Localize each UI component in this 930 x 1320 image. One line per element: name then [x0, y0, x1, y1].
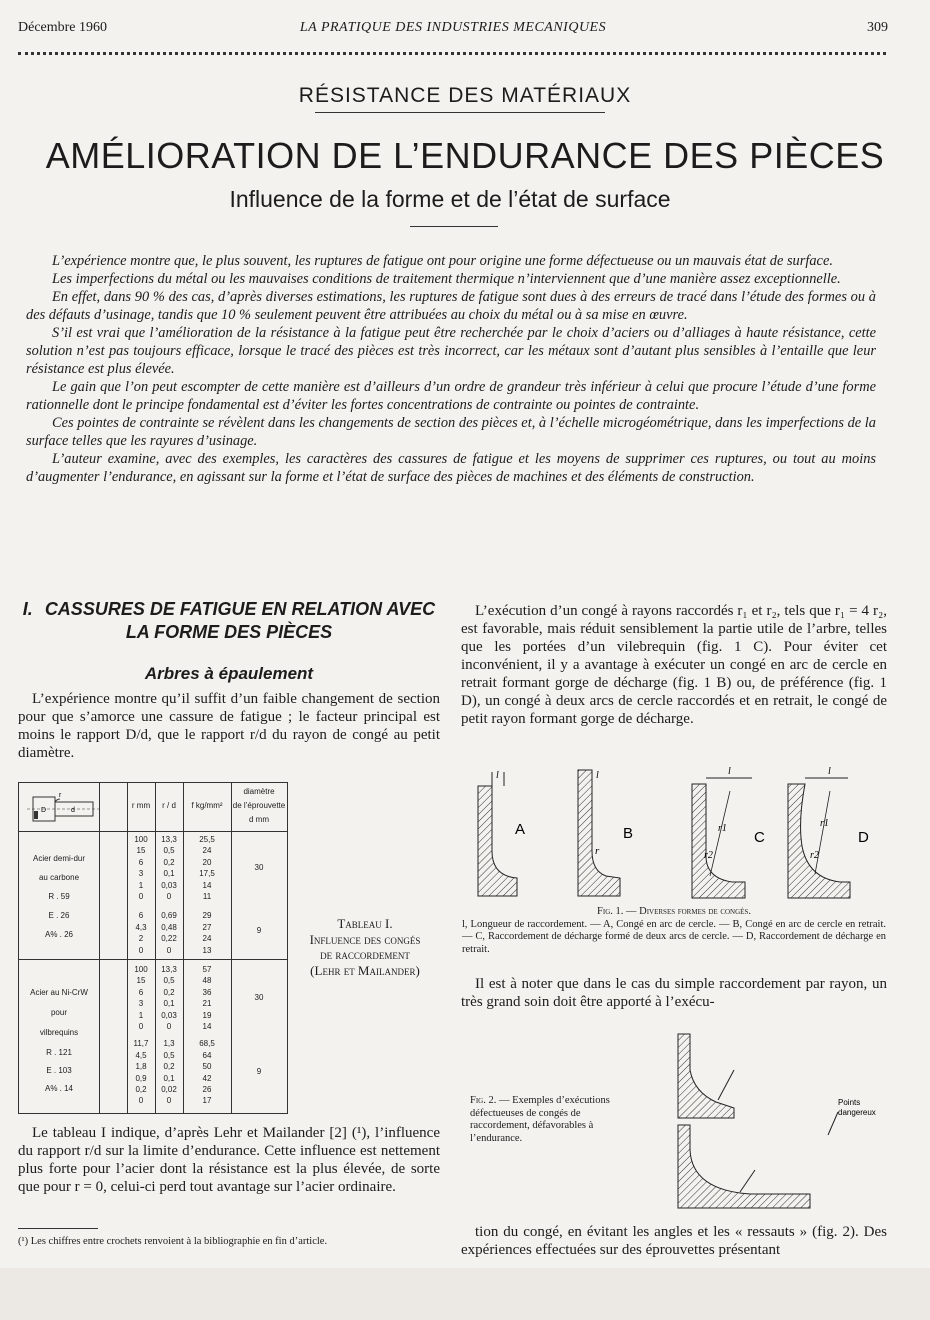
table-cell: 36 [202, 987, 212, 997]
diagram-label-D: D [41, 807, 47, 814]
table-cell: 26 [202, 1085, 212, 1094]
table-cell: 0,5 [163, 976, 175, 986]
table-vline [99, 783, 100, 1113]
table-cell: 13,3 [161, 835, 177, 844]
table-cell: 48 [202, 976, 212, 986]
table-cell: 1,8 [135, 1062, 147, 1072]
table-cell: 50 [202, 1062, 212, 1072]
abstract [26, 252, 876, 486]
paragraph: L’exécution d’un congé à rayons raccordés r₁ et r₂, tels que r₁ = 4 r₂, est favorable, mais réduit sensiblement la partie utile de l’arbre, telles que les portées d’un vilebrequin (fig. 1 C). Pour éviter cet inconvénient, il y a avantage à exécuter un congé en arc de cercle en retrait formant gorge de décharge (fig. 1 B) ou, de préférence (fig. 1 D), un congé à deux arcs de cercle raccordés et en retrait, le congé de petit rayon formant gorge de décharge. [461, 603, 887, 727]
table-cell: 0,48 [161, 922, 177, 932]
table-cell: 0,69 [161, 911, 177, 921]
figure-1 [470, 766, 886, 906]
figure-1-caption [462, 906, 886, 956]
table-cell: 24 [202, 846, 212, 856]
table-cell: 0 [138, 945, 144, 955]
table-cell: 0,03 [161, 1010, 177, 1020]
figure-2-caption [470, 1095, 634, 1145]
article-subtitle: Influence de la forme et de l’état de surface [229, 186, 671, 212]
fillet-b [578, 770, 633, 896]
rubric: RÉSISTANCE DES MATÉRIAUX [298, 84, 632, 107]
table-cell: 13 [202, 945, 212, 955]
table-caption-line: (Lehr et Mailander) [310, 962, 420, 978]
table-cell: 11 [202, 892, 212, 901]
figure-2 [660, 1030, 880, 1210]
table-cell: 0 [138, 1022, 144, 1031]
table-cell: 27 [202, 922, 212, 932]
fig1-label-C: C [754, 829, 765, 846]
group-2-label: pour [50, 1008, 67, 1017]
group-1-diameter: 30 [254, 863, 264, 872]
header-date: Décembre 1960 [18, 20, 108, 35]
fig1-label-B: B [623, 825, 634, 842]
right-paragraph-3 [461, 1223, 887, 1259]
group-2-label: A% . 14 [44, 1084, 73, 1093]
table-cell: 4,5 [135, 1050, 147, 1060]
table-cell: 0 [166, 945, 172, 955]
table-vline [231, 783, 232, 1113]
group-2-label: Acier au Ni-CrW [30, 988, 88, 997]
table-caption-line: de raccordement [320, 947, 410, 962]
defective-fillet-upper [678, 1034, 734, 1118]
table-cell: 0,2 [163, 987, 175, 997]
table-cell: 0 [138, 1096, 144, 1106]
table-cell: 0 [138, 892, 144, 901]
fig2-label-line2: dangereux [838, 1108, 876, 1117]
table-cell: 20 [202, 857, 212, 867]
table-cell: 0,03 [161, 880, 177, 890]
abstract-paragraph: En effet, dans 90 % des cas, d’après diverses estimations, les ruptures de fatigue sont dues à des erreurs de tracé dans l’étude des formes ou à des défauts d’usinage, tandis que 10 % seulement peuvent être attribuées au choix du métal ou à sa mise en œuvre. [26, 289, 876, 323]
table-cell: 42 [202, 1073, 212, 1083]
table-cell: 0,22 [161, 934, 177, 944]
fig1-label-l: l [828, 766, 831, 777]
footnote: (¹) Les chiffres entre crochets renvoient à la bibliographie en fin d’article. [18, 1236, 328, 1247]
right-paragraph-1 [461, 602, 887, 728]
table-cell: 21 [202, 999, 212, 1009]
fig1-label-r2: r2 [810, 850, 819, 861]
section-number: I. [22, 599, 33, 619]
table-caption-line: Influence des congés [309, 931, 421, 947]
footnote-rule [18, 1228, 98, 1229]
group-2-label: E . 103 [46, 1066, 72, 1075]
table-cell: 17,5 [199, 869, 215, 879]
table-cell: 1 [138, 880, 144, 890]
fig1-label-r: r [595, 845, 600, 857]
abstract-paragraph: L’expérience montre que, le plus souvent, les ruptures de fatigue ont pour origine une forme défectueuse ou un mauvais état de surface. [52, 253, 833, 269]
fig1-label-r1: r1 [718, 823, 727, 834]
abstract-paragraph: Le gain que l’on peut escompter de cette manière est d’ailleurs d’un ordre de grandeur très inférieur à celui que procure l’étude d’une forme rationnelle dont le principe fondamental est d’éviter les fortes concentrations de contrainte ou pointes de contrainte. [26, 379, 876, 413]
table-cell: 0,1 [163, 1073, 175, 1083]
table-cell: 4,3 [135, 922, 147, 932]
table-cell: 29 [202, 911, 212, 921]
abstract-paragraph: L’auteur examine, avec des exemples, les caractères des cassures de fatigue et les moyens de supprimer ces ruptures, ou tout au moins d’augmenter l’endurance, en agissant sur la forme et l’état de surface des pièces de machines et des éléments de construction. [26, 451, 876, 485]
subsection-heading: Arbres à épaulement [144, 664, 314, 683]
figure-1-caption-text: l, Longueur de raccordement. — A, Congé en arc de cercle. — B, Congé en arc de cercle en retrait. — C, Raccordement de décharge formé de deux arcs de cercle. — D, Raccordement de décharge en retrait. [462, 918, 886, 955]
col-header-diameter: diamètre [243, 787, 275, 796]
col-header-diameter-3: d mm [249, 815, 269, 824]
fig1-label-r1: r1 [820, 818, 829, 829]
group-1-label: E . 26 [48, 911, 70, 920]
col-header-rd: r / d [162, 801, 176, 810]
figure-2-caption-title: Fig. 2. [470, 1095, 497, 1106]
group-1-label: A% . 26 [44, 930, 73, 939]
diagram-label-r: r [59, 792, 62, 799]
table-caption-line: Tableau I. [337, 916, 393, 931]
fig1-label-A: A [515, 821, 526, 838]
fillet-d [788, 766, 869, 898]
fig1-label-l: l [728, 766, 731, 777]
paragraph: L’expérience montre qu’il suffit d’un faible changement de section pour que s’amorce une cassure de fatigue ; le facteur principal est moins le rapport D/d, que le rapport r/d du rayon de congé au petit diamètre. [18, 691, 440, 761]
rubric-underline [315, 112, 605, 113]
article-title: AMÉLIORATION DE L’ENDURANCE DES PIÈCES [45, 135, 885, 176]
table-hline [19, 959, 287, 960]
table-header [19, 783, 287, 832]
abstract-paragraph: Les imperfections du métal ou les mauvaises conditions de traitement thermique n’interviennent que d’une manière assez exceptionnelle. [52, 271, 841, 287]
table-cell: 0,2 [163, 1062, 175, 1072]
table-cell: 11,7 [133, 1039, 149, 1049]
table-cell: 2 [138, 934, 144, 944]
table-cell: 64 [202, 1050, 212, 1060]
table-cell: 14 [202, 1022, 212, 1031]
running-header [18, 20, 888, 40]
table-cell: 6 [138, 857, 144, 867]
table-cell: 0,02 [161, 1085, 177, 1094]
table-cell: 0 [166, 1096, 172, 1106]
table-cell: 17 [202, 1096, 212, 1106]
group-1-label: au carbone [38, 873, 80, 882]
table-cell: 0 [166, 892, 172, 901]
left-paragraph-1 [18, 690, 440, 762]
table-cell: 15 [136, 976, 146, 986]
table-cell: 15 [136, 846, 146, 856]
table-cell: 6 [138, 987, 144, 997]
shaft-diagram [23, 789, 101, 825]
dotted-rule [18, 52, 886, 55]
fig1-label-l: l [596, 770, 599, 781]
col-header-diameter-2: de l’éprouvette [232, 801, 286, 810]
subtitle-rule [410, 226, 498, 227]
fillet-a [478, 770, 525, 896]
table-caption [290, 916, 440, 978]
table-cell: 57 [202, 965, 212, 974]
table-cell: 0,5 [163, 1050, 175, 1060]
header-journal: LA PRATIQUE DES INDUSTRIES MECANIQUES [299, 20, 607, 35]
abstract-paragraph: Ces pointes de contrainte se révèlent dans les changements de section des pièces et, à l’échelle microgéométrique, dans les imperfections de la surface telles que les rayures d’usinage. [26, 415, 876, 449]
figure-1-caption-title: Fig. 1. — Diverses formes de congés. [597, 906, 751, 917]
table-cell: 14 [202, 880, 212, 890]
table-cell: 100 [134, 835, 148, 844]
table-cell: 100 [134, 965, 148, 974]
group-2-diameter: 30 [254, 993, 264, 1002]
section-title: CASSURES DE FATIGUE EN RELATION AVEC LA FORME DES PIÈCES [44, 599, 436, 642]
paragraph: tion du congé, en évitant les angles et les « ressauts » (fig. 2). Des expériences effectuées sur des éprouvettes présentant [461, 1224, 887, 1258]
table-cell: 13,3 [161, 965, 177, 974]
right-paragraph-2 [461, 975, 887, 1011]
page-number: 309 [867, 20, 888, 35]
group-1-label: Acier demi-dur [32, 854, 85, 863]
abstract-paragraph: S’il est vrai que l’amélioration de la résistance à la fatigue peut être recherchée par le choix d’aciers ou d’alliages à haute résistance, cette solution n’est pas toujours efficace, lorsque le tracé des pièces est très incorrect, car les métaux sont d’autant plus sensibles à l’entaille que leur résistance est plus élevée. [26, 325, 876, 377]
table-cell: 0,1 [163, 869, 175, 879]
table-cell: 19 [202, 1010, 212, 1020]
fillet-c [692, 766, 765, 898]
defective-fillet-lower [678, 1125, 810, 1208]
page-bottom-margin [0, 1268, 930, 1320]
group-2-label: R . 121 [46, 1048, 72, 1057]
table-cell: 3 [138, 869, 144, 879]
table-cell: 0,5 [163, 846, 175, 856]
group-1-label: R . 59 [48, 892, 70, 901]
figure-2-caption-text: — Exemples d’exécutions défectueuses de congés de raccordement, défavorables à l’endurance. [470, 1095, 610, 1144]
fig1-label-l: l [496, 770, 499, 781]
table-cell: 0,2 [135, 1085, 147, 1094]
group-1-diameter: 9 [256, 926, 262, 935]
table-cell: 24 [202, 934, 212, 944]
paragraph: Il est à noter que dans le cas du simple raccordement par rayon, un très grand soin doit être apporté à l’exécu- [461, 976, 887, 1010]
table-cell: 3 [138, 999, 144, 1009]
left-paragraph-2 [18, 1124, 440, 1196]
group-2-label: vilbrequins [39, 1028, 79, 1037]
table-cell: 0,1 [163, 999, 175, 1009]
table-cell: 25,5 [199, 835, 215, 844]
diagram-label-d: d [71, 807, 75, 814]
table-1 [18, 782, 288, 1114]
table-cell: 1 [138, 1010, 144, 1020]
fig2-label-line1: Points [838, 1098, 861, 1107]
table-cell: 0,2 [163, 857, 175, 867]
fig1-label-D: D [858, 829, 869, 846]
group-2-diameter: 9 [256, 1067, 262, 1076]
table-cell: 6 [138, 911, 144, 921]
paragraph: Le tableau I indique, d’après Lehr et Mailander [2] (¹), l’influence du rapport r/d sur la limite d’endurance. Cette influence est nettement plus forte pour l’acier dont la résistance est la plus élevée, de sorte que pour r = 0, celui-ci perd tout avantage sur l’acier ordinaire. [18, 1125, 440, 1195]
col-header-kg: f kg/mm² [191, 801, 223, 810]
table-cell: 1,3 [163, 1039, 175, 1049]
col-header-r: r mm [131, 801, 151, 810]
table-cell: 0 [166, 1022, 172, 1031]
table-cell: 0,9 [135, 1073, 147, 1083]
section-heading [18, 598, 440, 644]
fig1-label-r2: r2 [704, 850, 713, 861]
table-cell: 68,5 [199, 1039, 215, 1049]
